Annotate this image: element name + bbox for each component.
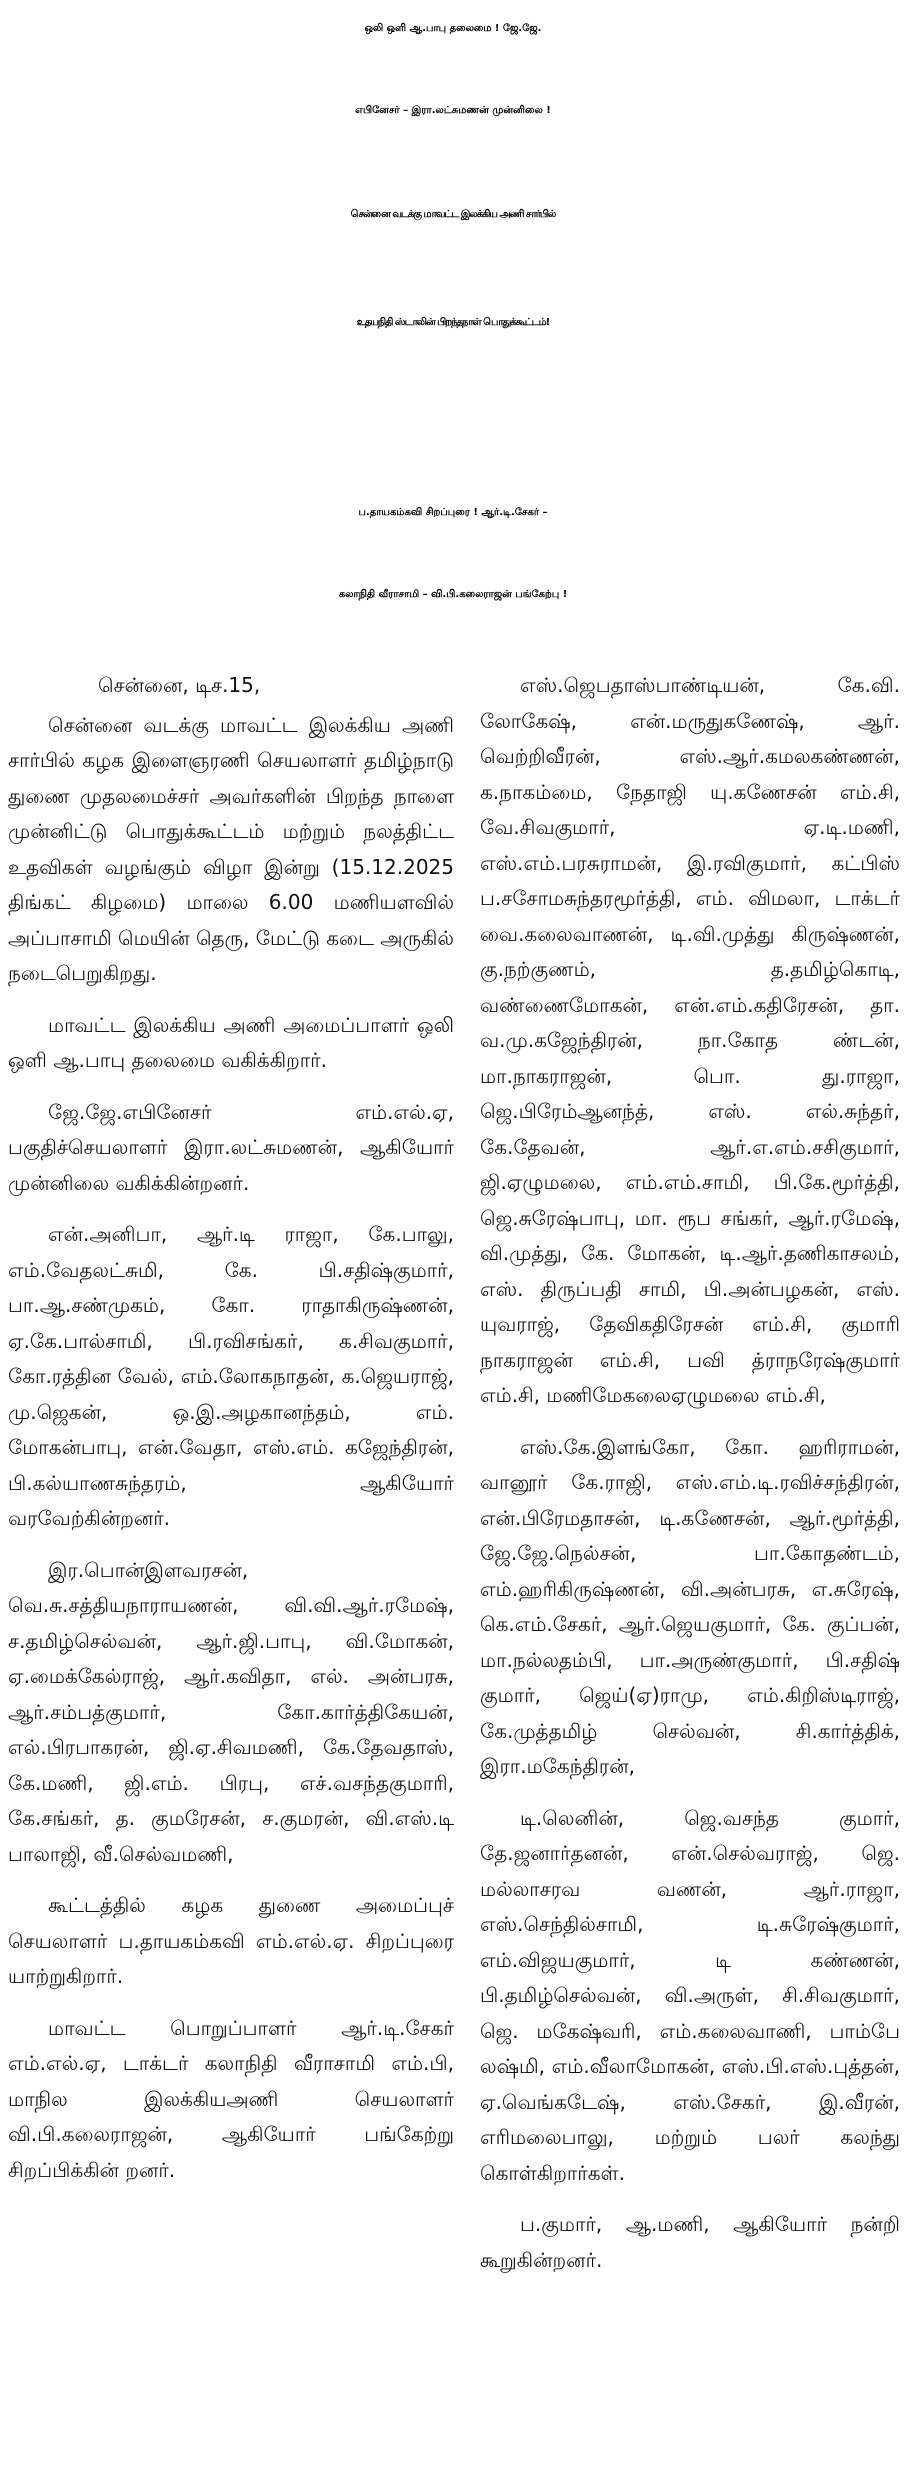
article-paragraph: எஸ்.கே.இளங்கோ, கோ. ஹரிராமன், வானூர் கே.ராஜி, எஸ்.எம்.டி.ரவிச்சந்திரன், என்.பிரேமதாசன், டி.கணேசன், ஆர்.மூர்த்தி, ஜே.ஜே.நெல்சன், பா.கோதண்டம், எம்.ஹரிகிருஷ்ணன், வி.அன்பரசு, எ.சுரேஷ், கெ.எம்.சேகர், ஆர்.ஜெயகுமார், கே. குப்பன், மா.நல்லதம்பி, பா.அருண்குமார், பி.சதிஷ் குமார், ஜெய்(ஏ)ராமு, எம்.கிறிஸ்டிராஜ், கே.முத்தமிழ் செல்வன், சி.கார்த்திக், இரா.மகேந்திரன், <box>480 1434 900 1778</box>
subheadline-line-1: ப.தாயகம்கவி சிறப்புரை ! ஆர்.டி.சேகர் – <box>358 507 548 518</box>
article-paragraph: சென்னை வடக்கு மாவட்ட இலக்கிய அணி சார்பில் கழக இளைஞரணி செயலாளர் தமிழ்நாடு துணை முதலமைச்சர் அவர்களின் பிறந்த நாளை முன்னிட்டு பொதுக்கூட்டம் மற்றும் நலத்திட்ட உதவிகள் வழங்கும் விழா இன்று (15.12.2025 திங்கட் கிழமை) மாலை 6.00 மணியளவில் அப்பாசாமி மெயின் தெரு, மேட்டு கடை அருகில் நடைபெறுகிறது. <box>8 712 454 985</box>
article-column-right <box>480 668 900 2478</box>
article-paragraph: மாவட்ட பொறுப்பாளர் ஆர்.டி.சேகர் எம்.எல்.ஏ, டாக்டர் கலாநிதி வீராசாமி எம்.பி, மாநில இலக்கியஅணி செயலாளர் வி.பி.கலைராஜன், ஆகியோர் பங்கேற்று சிறப்பிக்கின் றனர். <box>8 2015 454 2182</box>
article-column-left <box>8 668 454 2478</box>
article-paragraph: டி.லெனின், ஜெ.வசந்த குமார், தே.ஜனார்தனன், என்.செல்வராஜ், ஜெ. மல்லாசரவ வணன், ஆர்.ராஜா, எஸ்.செந்தில்சாமி, டி.சுரேஷ்குமார், எம்.விஜயகுமார், டி கண்ணன், பி.தமிழ்செல்வன், வி.அருள், சி.சிவகுமார், ஜெ. மகேஷ்வரி, எம்.கலைவாணி, பாம்பே லஷ்மி, எம்.வீலாமோகன், எஸ்.பி.எஸ்.புத்தன், ஏ.வெங்கடேஷ், எஸ்.சேகர், இ.வீரன், எரிமலைபாலு, மற்றும் பலர் கலந்து கொள்கிறார்கள். <box>480 1805 900 2185</box>
headline-line-1: ஒலி ஒளி ஆ.பாபு தலைமை ! ஜே.ஜே. <box>364 23 542 34</box>
dateline: சென்னை, டிச.15, <box>98 673 261 697</box>
main-headline-line-1: சென்னை வடக்கு மாவட்ட இலக்கிய அணி சார்பில் <box>350 209 556 220</box>
article-paragraph: ப.குமார், ஆ.மணி, ஆகியோர் நன்றி கூறுகின்றனர். <box>480 2212 900 2272</box>
main-headline-line-2: உதயநிதி ஸ்டாலின் பிறந்தநாள் பொதுக்கூட்டம்! <box>356 317 550 328</box>
article-paragraph: இர.பொன்இளவரசன், வெ.சு.சத்தியநாராயணன், வி.வி.ஆர்.ரமேஷ், ச.தமிழ்செல்வன், ஆர்.ஜி.பாபு, வி.மோகன், ஏ.மைக்கேல்ராஜ், ஆர்.கவிதா, எல். அன்பரசு, ஆர்.சம்பத்குமார், கோ.கார்த்திகேயன், எல்.பிரபாகரன், ஜி.ஏ.சிவமணி, கே.தேவதாஸ், கே.மணி, ஜி.எம். பிரபு, எச்.வசந்தகுமாரி, கே.சங்கர், த. குமரேசன், ச.குமரன், வி.எஸ்.டி பாலாஜி, வீ.செல்வமணி, <box>8 1557 454 1866</box>
subheadline-line-2: கலாநிதி வீராசாமி – வி.பி.கலைராஜன் பங்கேற்பு ! <box>338 589 568 600</box>
article-paragraph: ஜே.ஜே.எபினேசர் எம்.எல்.ஏ, பகுதிச்செயலாளர் இரா.லட்சுமணன், ஆகியோர் முன்னிலை வகிக்கின்றனர். <box>8 1099 454 1195</box>
article-paragraph: என்.அனிபா, ஆர்.டி ராஜா, கே.பாலு, எம்.வேதலட்சுமி, கே. பி.சதிஷ்குமார், பா.ஆ.சண்முகம், கோ. ராதாகிருஷ்ணன், ஏ.கே.பால்சாமி, பி.ரவிசங்கர், க.சிவகுமார், கோ.ரத்தின வேல், எம்.லோகநாதன், க.ஜெயராஜ், மு.ஜெகன், ஒ.இ.அழகானந்தம், எம். மோகன்பாபு, என்.வேதா, எஸ்.எம். கஜேந்திரன், பி.கல்யாணசுந்தரம், ஆகியோர் வரவேற்கின்றனர். <box>8 1222 454 1530</box>
article-paragraph: மாவட்ட இலக்கிய அணி அமைப்பாளர் ஒலி ஒளி ஆ.பாபு தலைமை வகிக்கிறார். <box>8 1012 454 1072</box>
headline-line-2: எபினேசர் – இரா.லட்சுமணன் முன்னிலை ! <box>355 105 551 116</box>
article-paragraph: கூட்டத்தில் கழக துணை அமைப்புச் செயலாளர் ப.தாயகம்கவி எம்.எல்.ஏ. சிறப்புரை யாற்றுகிறார். <box>8 1893 454 1988</box>
article-paragraph: எஸ்.ஜெபதாஸ்பாண்டியன், கே.வி. லோகேஷ், என்.மருதுகணேஷ், ஆர். வெற்றிவீரன், எஸ்.ஆர்.கமலகண்ணன், க.நாகம்மை, நேதாஜி யு.கணேசன் எம்.சி, வே.சிவகுமார், ஏ.டி.மணி, எஸ்.எம்.பரசுராமன், இ.ரவிகுமார், கட்பிஸ் ப.சசோமசுந்தரமூர்த்தி, எம். விமலா, டாக்டர் வை.கலைவாணன், டி.வி.முத்து கிருஷ்ணன், கு.நற்குணம், த.தமிழ்கொடி, வண்ணைமோகன், என்.எம்.கதிரேசன், தா. வ.மு.கஜேந்திரன், நா.கோத ண்டன், மா.நாகராஜன், பொ. து.ராஜா, ஜெ.பிரேம்ஆனந்த், எஸ். எல்.சுந்தர், கே.தேவன், ஆர்.எ.எம்.சசிகுமார், ஜி.ஏழுமலை, எம்.எம்.சாமி, பி.கே.மூர்த்தி, ஜெ.சுரேஷ்பாபு, மா. ரூப சங்கர், ஆர்.ரமேஷ், வி.முத்து, கே. மோகன், டி.ஆர்.தணிகாசலம், எஸ். திருப்பதி சாமி, பி.அன்பழகன், எஸ். யுவராஜ், தேவிகதிரேசன் எம்.சி, குமாரி நாகராஜன் எம்.சி, பவி த்ராநரேஷ்குமார் எம்.சி, மணிமேகலைஏழுமலை எம்.சி, <box>480 673 900 1407</box>
